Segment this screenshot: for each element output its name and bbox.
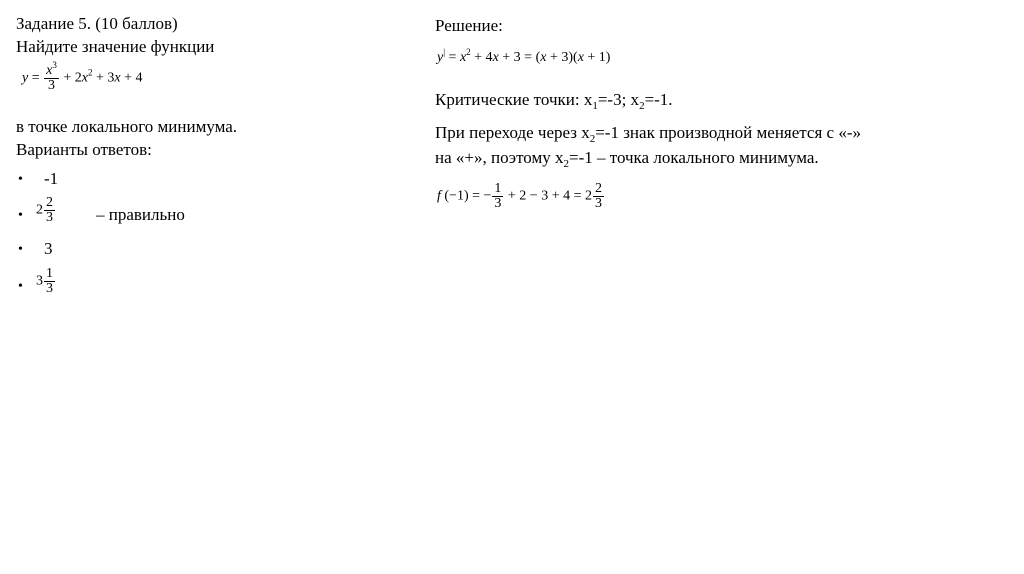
option-2 [36,196,56,225]
derivative-part4: + 1) [587,50,611,65]
function-num: x [46,63,53,78]
explain-2-sub: 2 [563,158,569,170]
explain-2a: на «+», поэтому x [435,148,564,167]
critical-label: Критические точки: x [435,90,593,109]
option-2-den: 3 [46,210,53,225]
derivative-x3: x [540,50,547,65]
option-2-note: – правильно [96,205,185,224]
task-condition: в точке локального минимума. [16,117,238,136]
derivative-exp2: 2 [466,47,471,57]
derivative-part2: + 3 = ( [502,50,541,65]
function-fraction [44,60,59,93]
option-4-whole: 3 [36,273,43,289]
solution-heading: Решение: [435,16,503,35]
option-4-den: 3 [46,281,53,296]
value-formula [437,182,605,211]
value-den: 3 [494,196,502,211]
derivative-lhs: y [437,50,444,65]
option-1: -1 [44,169,59,188]
bullet-icon: • [18,208,23,223]
explanation-line-2 [435,148,819,168]
bullet-icon: • [18,172,23,187]
option-4 [36,267,56,296]
derivative-eq: = [448,50,457,65]
function-exp2: 2 [87,67,93,78]
derivative-formula [437,47,611,66]
value-fraction-1 [492,182,503,211]
derivative-prime: | [443,47,446,57]
value-num: 1 [494,181,502,196]
critical-sub1: 1 [592,100,598,112]
derivative-x2: x [492,50,499,65]
option-2-fraction [44,196,55,225]
explain-1-sub: 2 [589,133,596,145]
option-3: 3 [44,239,53,258]
option-2-whole: 2 [36,202,43,218]
value-rest: + 2 − 3 + 4 = 2 [507,188,592,204]
task-prompt: Найдите значение функции [16,37,215,56]
option-4-fraction [44,267,55,296]
critical-sub2: 2 [639,100,645,112]
derivative-x4: x [577,50,584,65]
value-num2: 2 [595,181,602,196]
option-4-num: 1 [46,266,53,281]
value-fraction-2 [593,182,604,211]
explain-2b: =-1 – точка локального минимума. [568,148,819,167]
critical-end: =-1. [644,90,673,109]
explain-1b: =-1 знак производной меняется с «-» [595,123,861,142]
function-formula [22,60,143,93]
critical-points [435,90,673,110]
function-eq: = [31,70,40,86]
critical-mid: =-3; x [597,90,640,109]
function-num-exp: 3 [52,60,57,70]
bullet-icon: • [18,242,23,257]
function-x2: x [114,70,121,86]
function-den: 3 [47,78,55,93]
bullet-icon: • [18,279,23,294]
value-den2: 3 [595,196,602,211]
function-rest-b: + 3 [95,70,115,86]
function-rest-a: + 2 [63,70,82,86]
function-lhs: y [22,70,29,86]
value-arg: (−1) = − [444,188,492,204]
derivative-part: + 4 [474,50,493,65]
derivative-part3: + 3)( [549,50,578,65]
option-2-num: 2 [46,195,53,210]
value-f: f [437,188,441,204]
function-x: x [81,70,88,86]
options-label: Варианты ответов: [16,140,152,159]
explanation-line-1 [435,123,861,143]
explain-1a: При переходе через x [435,123,590,142]
derivative-x: x [459,50,467,65]
task-heading: Задание 5. (10 баллов) [16,14,178,33]
function-rest-c: + 4 [124,70,143,86]
